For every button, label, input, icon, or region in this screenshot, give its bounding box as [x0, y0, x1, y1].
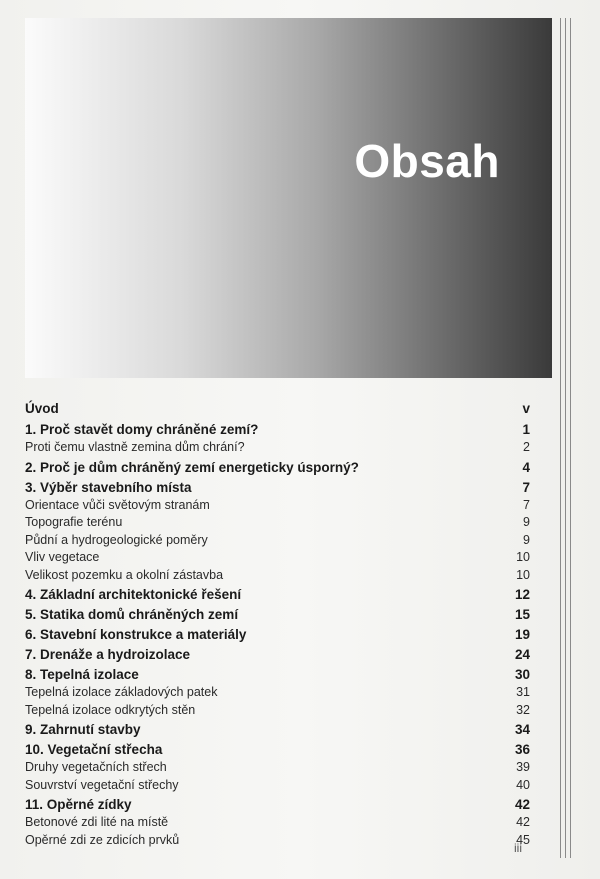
toc-entry-title: Tepelná izolace základových patek	[25, 685, 218, 699]
toc-entry-page: 9	[523, 515, 530, 529]
toc-subentry	[25, 439, 530, 457]
toc-subentry	[25, 814, 530, 832]
toc-entry-page: 2	[523, 440, 530, 454]
toc-entry-title: 9. Zahrnutí stavby	[25, 722, 141, 737]
toc-entry-title: 5. Statika domů chráněných zemí	[25, 607, 239, 622]
toc-entry-title: 1. Proč stavět domy chráněné zemí?	[25, 422, 259, 437]
toc-subentry	[25, 567, 530, 585]
toc-entry-title: 8. Tepelná izolace	[25, 667, 139, 682]
toc-subentry	[25, 777, 530, 795]
toc-subentry	[25, 514, 530, 532]
toc-entry-page: 42	[516, 815, 530, 829]
toc-entry-title: Vliv vegetace	[25, 550, 100, 564]
toc-entry-title: 7. Drenáže a hydroizolace	[25, 647, 191, 662]
page-title: Obsah	[354, 135, 500, 187]
toc-entry-page: v	[522, 401, 530, 416]
toc-entry-page: 42	[514, 797, 530, 812]
toc-entry-title: Úvod	[25, 401, 59, 416]
toc-subentry	[25, 684, 530, 702]
toc-entry-page: 39	[516, 760, 530, 774]
table-of-contents	[25, 399, 530, 849]
toc-entry-page: 15	[514, 607, 530, 622]
toc-entry-title: Velikost pozemku a okolní zástavba	[25, 567, 224, 582]
toc-entry-page: 12	[514, 587, 530, 602]
margin-rules	[560, 18, 576, 858]
toc-entry-page: 19	[514, 627, 530, 642]
toc-chapter-entry	[25, 721, 530, 739]
toc-chapter-entry	[25, 626, 530, 644]
toc-entry-title: Opěrné zdi ze zdicích prvků	[25, 832, 180, 847]
toc-chapter-entry	[25, 646, 530, 664]
toc-entry-page: 31	[516, 685, 530, 699]
toc-entry-page: 10	[516, 567, 530, 582]
header-gradient-band	[25, 18, 552, 378]
toc-entry-page: 34	[514, 722, 530, 737]
toc-chapter-entry	[25, 741, 530, 759]
toc-entry-page: 7	[523, 497, 530, 512]
toc-entry-page: 36	[514, 742, 530, 757]
toc-entry-title: Topografie terénu	[25, 515, 123, 529]
toc-subentry	[25, 549, 530, 567]
toc-entry-title: 6. Stavební konstrukce a materiály	[25, 627, 247, 642]
toc-entry-page: 30	[514, 667, 530, 682]
toc-entry-title: Orientace vůči světovým stranám	[25, 497, 210, 512]
toc-chapter-entry	[25, 606, 530, 624]
toc-entry-page: 45	[516, 832, 530, 847]
toc-entry-title: 3. Výběr stavebního místa	[25, 479, 192, 495]
toc-entry-title: Proti čemu vlastně zemina dům chrání?	[25, 440, 245, 454]
toc-entry-page: 9	[523, 532, 530, 547]
toc-entry-page: 40	[516, 777, 530, 792]
toc-entry-page: 4	[522, 459, 530, 475]
toc-entry-page: 32	[516, 702, 530, 717]
toc-chapter-entry	[25, 479, 530, 497]
toc-chapter-entry	[25, 586, 530, 604]
toc-entry-title: 11. Opěrné zídky	[25, 797, 132, 812]
toc-subentry	[25, 702, 530, 720]
toc-entry-page: 24	[514, 647, 530, 662]
toc-subentry	[25, 832, 530, 850]
toc-entry-page: 7	[522, 479, 530, 495]
toc-subentry	[25, 532, 530, 550]
toc-chapter-entry	[25, 399, 530, 419]
toc-entry-title: Betonové zdi lité na místě	[25, 815, 169, 829]
toc-chapter-entry	[25, 459, 530, 477]
toc-chapter-entry	[25, 796, 530, 814]
toc-entry-title: Půdní a hydrogeologické poměry	[25, 532, 208, 547]
toc-entry-title: Souvrství vegetační střechy	[25, 777, 179, 792]
toc-chapter-entry	[25, 421, 530, 439]
page-number: iii	[514, 841, 522, 855]
toc-entry-title: Tepelná izolace odkrytých stěn	[25, 702, 196, 717]
toc-entry-page: 1	[522, 422, 530, 437]
toc-subentry	[25, 759, 530, 777]
toc-chapter-entry	[25, 666, 530, 684]
toc-entry-title: Druhy vegetačních střech	[25, 760, 167, 774]
toc-entry-title: 4. Základní architektonické řešení	[25, 587, 242, 602]
toc-entry-title: 2. Proč je dům chráněný zemí energeticky úsporný?	[25, 459, 359, 475]
toc-entry-title: 10. Vegetační střecha	[25, 742, 163, 757]
toc-entry-page: 10	[516, 550, 530, 564]
toc-subentry	[25, 497, 530, 515]
